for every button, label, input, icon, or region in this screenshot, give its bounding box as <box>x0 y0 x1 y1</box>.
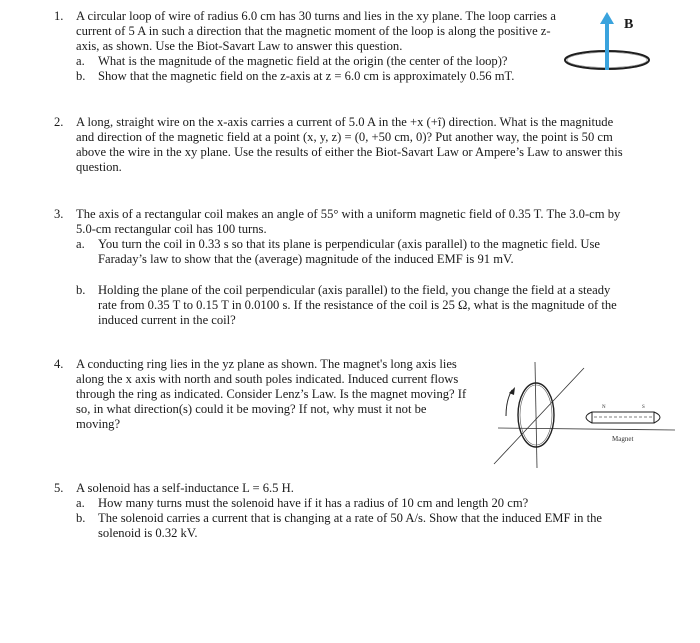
y-axis <box>494 368 584 464</box>
subquestion-a <box>76 237 628 267</box>
subquestion-b <box>76 283 628 328</box>
question-stem: The axis of a rectangular coil makes an angle of 55° with a uniform magnetic field of 0.35 T. The 3.0-cm by 5.0-cm rectangular coil has 100 turns. <box>76 207 621 236</box>
subquestion-label: b. <box>76 69 86 83</box>
question-number: 4. <box>54 357 64 371</box>
induced-current-arrow <box>506 390 512 416</box>
subquestion-text: Show that the magnetic field on the z-axis at z = 6.0 cm is approximately 0.56 mT. <box>98 69 515 83</box>
question-number: 1. <box>54 9 64 23</box>
subquestion-b <box>76 511 644 541</box>
question-2 <box>54 115 628 175</box>
question-3 <box>54 207 628 328</box>
subquestion-text: You turn the coil in 0.33 s so that its plane is perpendicular (axis parallel) to the magnetic field. Use Faraday’s law to show that the (average) magnitude of the induced EMF is 91 mV. <box>98 237 601 266</box>
south-pole-label: S <box>642 405 645 410</box>
subquestion-a <box>76 496 644 511</box>
subquestion-label: b. <box>76 283 86 297</box>
question-number: 5. <box>54 481 64 495</box>
subquestion-label: a. <box>76 54 85 68</box>
ring-magnet-figure <box>480 360 680 470</box>
x-axis <box>498 428 675 430</box>
subquestion-label: b. <box>76 511 86 525</box>
subquestion-text: What is the magnitude of the magnetic field at the origin (the center of the loop)? <box>98 54 508 68</box>
subquestion-text: The solenoid carries a current that is changing at a rate of 50 A/s. Show that the induced EMF in the solenoid is 0.32 kV. <box>98 511 602 540</box>
question-stem: A long, straight wire on the x-axis carries a current of 5.0 A in the +x (+î) direction. What is the magnitude and direction of the magnetic field at a point (x, y, z) = (0, +50 cm, 0)? Put another way, the point is 50 cm above the wire in the xy plane. Use the results of either the Biot-Savart Law or Ampere’s Law to answer this question. <box>76 115 623 174</box>
magnet-label: Magnet <box>612 435 634 443</box>
bar-magnet <box>592 412 654 423</box>
subquestion-label: a. <box>76 237 85 251</box>
question-stem: A circular loop of wire of radius 6.0 cm has 30 turns and lies in the xy plane. The loop carries a current of 5 A in such a direction that the magnetic moment of the loop is along the positive z-axis, as shown. Use the Biot-Savart Law to answer this question. <box>76 9 556 53</box>
subquestion-text: How many turns must the solenoid have if it has a radius of 10 cm and length 20 cm? <box>98 496 529 510</box>
z-axis <box>535 362 537 468</box>
question-number: 3. <box>54 207 64 221</box>
subquestion-a <box>76 54 564 69</box>
subquestion-text: Holding the plane of the coil perpendicular (axis parallel) to the field, you change the field at a steady rate from 0.35 T to 0.15 T in 0.0100 s. If the resistance of the coil is 25 Ω, what is the magnitude of the induced current in the coil? <box>98 283 617 327</box>
question-stem: A conducting ring lies in the yz plane as shown. The magnet's long axis lies along the x axis with north and south poles indicated. Induced current flows through the ring as indicated. Consider Lenz’s Law. Is the magnet moving? If so, in what direction(s) could it be moving? If not, why must it not be moving? <box>76 357 467 431</box>
question-1 <box>54 9 564 84</box>
question-5 <box>54 481 644 541</box>
question-number: 2. <box>54 115 64 129</box>
b-vector-label: B⃗ <box>624 17 645 32</box>
north-pole-label: N <box>602 405 606 410</box>
subquestion-label: a. <box>76 496 85 510</box>
question-4 <box>54 357 468 432</box>
loop-figure <box>560 8 678 78</box>
question-stem: A solenoid has a self-inductance L = 6.5 H. <box>76 481 294 495</box>
subquestion-b <box>76 69 564 84</box>
